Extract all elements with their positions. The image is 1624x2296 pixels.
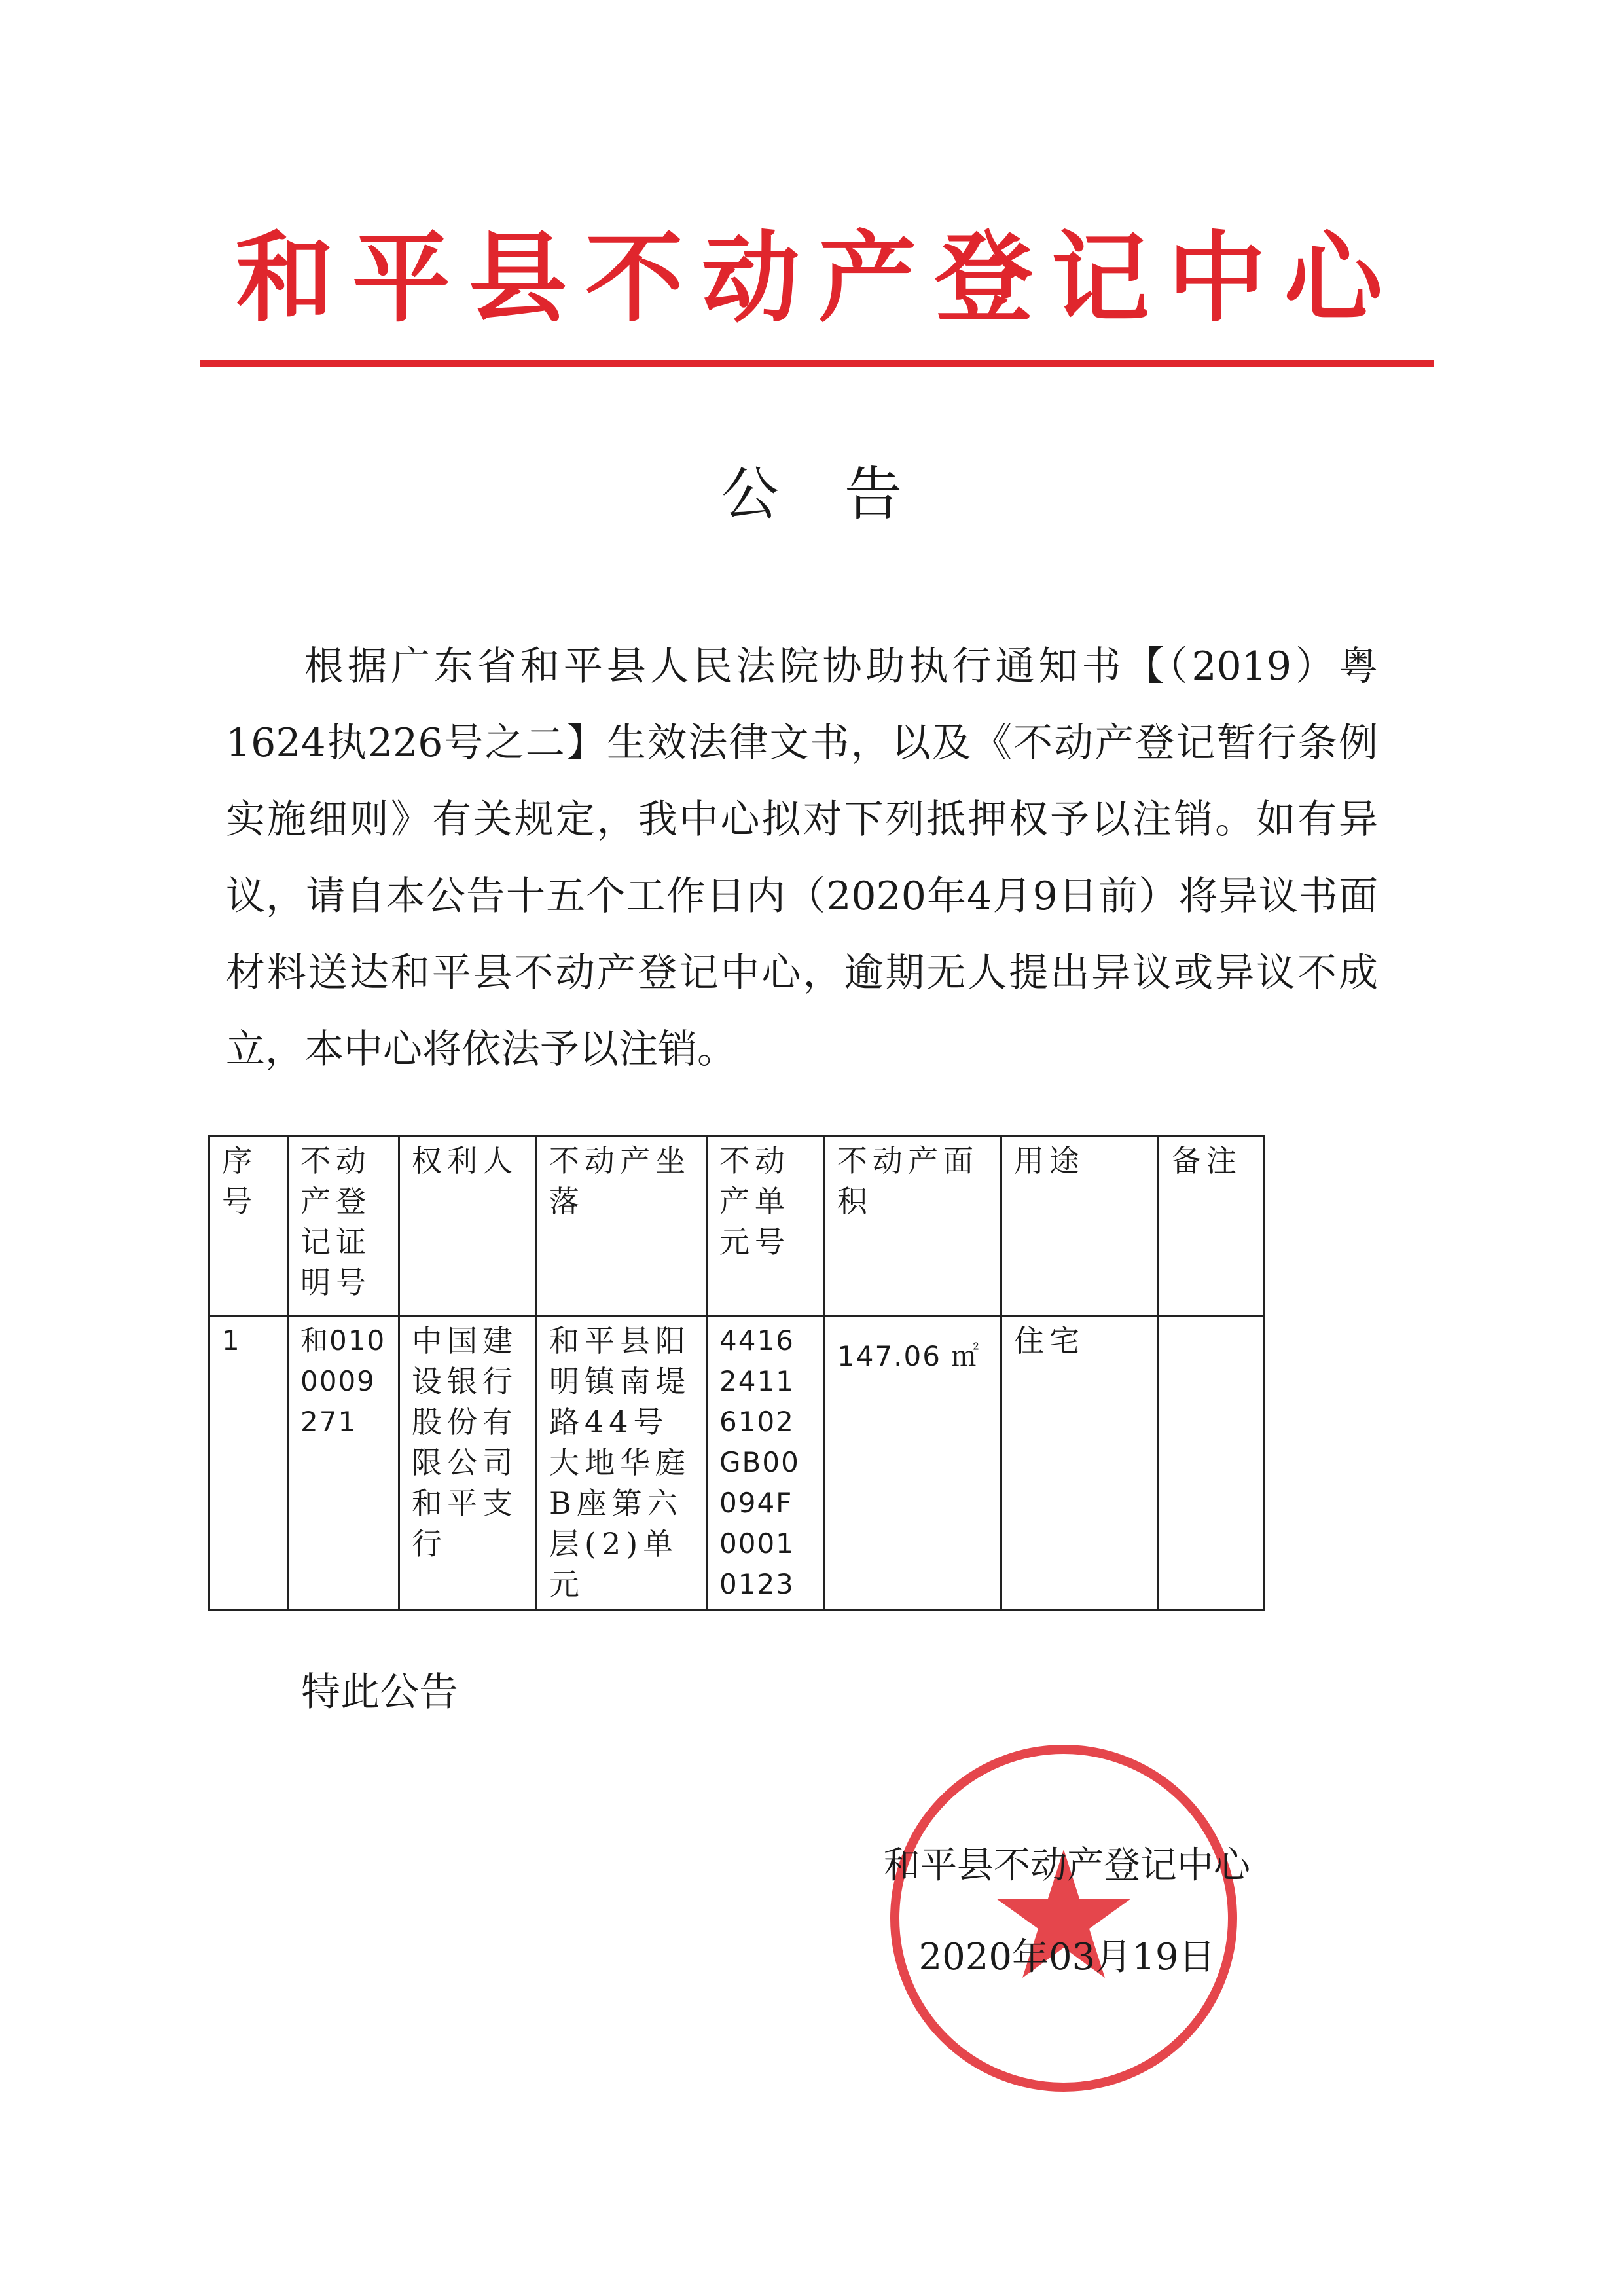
- cell-remarks: [1159, 1316, 1265, 1610]
- col-header-usage: 用途: [1001, 1136, 1159, 1316]
- notice-title: 公告: [721, 460, 967, 528]
- issuer-letterhead-title: 和平县不动产登记中心: [235, 221, 1401, 336]
- table-row: [209, 1316, 1265, 1610]
- closing-remark: 特此公告: [301, 1669, 458, 1715]
- col-header-unit-no: 不动产单元号: [707, 1136, 825, 1316]
- col-header-seq: 序号: [209, 1136, 288, 1316]
- col-header-holder: 权利人: [399, 1136, 537, 1316]
- cell-cert-no: 和0100009271: [288, 1316, 399, 1610]
- table-header-row: [209, 1136, 1265, 1316]
- issuer-signature: 和平县不动产登记中心: [884, 1844, 1250, 1887]
- col-header-area: 不动产面积: [825, 1136, 1001, 1316]
- official-seal: [880, 1735, 1247, 2102]
- col-header-remarks: 备注: [1159, 1136, 1265, 1316]
- cell-location: 和平县阳明镇南堤路44号大地华庭B座第六层(2)单元: [537, 1316, 707, 1610]
- issue-date: 2020年03月19日: [918, 1936, 1216, 1978]
- cell-unit-no: 441624116102GB00094F00010123: [707, 1316, 825, 1610]
- cell-usage: 住宅: [1001, 1316, 1159, 1610]
- cell-holder: 中国建设银行股份有限公司和平支行: [399, 1316, 537, 1610]
- cell-seq: 1: [209, 1316, 288, 1610]
- col-header-cert-no: 不动产登记证明号: [288, 1136, 399, 1316]
- col-header-location: 不动产坐落: [537, 1136, 707, 1316]
- mortgage-record-table: [208, 1135, 1265, 1611]
- letterhead-red-rule: [200, 360, 1434, 367]
- notice-body: 根据广东省和平县人民法院协助执行通知书【（2019）粤1624执226号之二】生效法律文书，以及《不动产登记暂行条例实施细则》有关规定，我中心拟对下列抵押权予以注销。如有异议，请自本公告十五个工作日内（2020年4月9日前）将异议书面材料送达和平县不动产登记中心，逾期无人提出异议或异议不成立，本中心将依法予以注销。: [226, 644, 1378, 1072]
- cell-area: 147.06 ㎡: [825, 1316, 1001, 1610]
